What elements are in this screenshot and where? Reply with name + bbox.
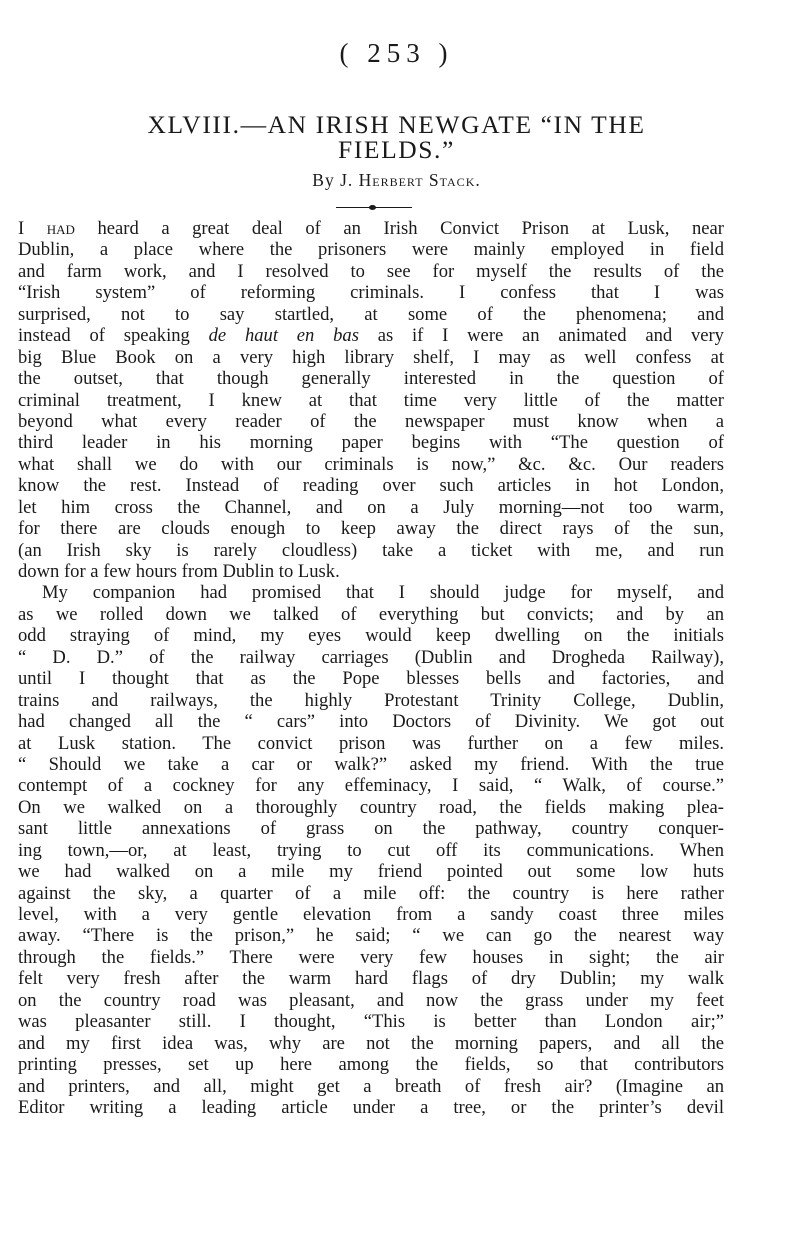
- text-line: and printers, and all, might get a breath of fresh air? (Imagine an: [18, 1075, 724, 1097]
- ornamental-rule: [336, 207, 412, 208]
- title-line-1: XLVIII.—AN IRISH NEWGATE “IN THE: [147, 110, 646, 139]
- text-line: until I thought that as the Pope blesses bells and factories, and: [18, 668, 724, 690]
- text-line: instead of speaking de haut en bas as if I were an animated and very: [18, 325, 724, 347]
- text-line: criminal treatment, I knew at that time very little of the matter: [18, 389, 724, 411]
- text-line: Dublin, a place where the prisoners were mainly employed in field: [18, 239, 724, 261]
- text-line: let him cross the Channel, and on a July morning—not too warm,: [18, 496, 724, 518]
- text-line: “Irish system” of reforming criminals. I confess that I was: [18, 282, 724, 304]
- text-line: the outset, that though generally interested in the question of: [18, 368, 724, 390]
- text-line: and my first idea was, why are not the morning papers, and all the: [18, 1032, 724, 1054]
- text-line: know the rest. Instead of reading over such articles in hot London,: [18, 475, 724, 497]
- text-line: trains and railways, the highly Protestant Trinity College, Dublin,: [18, 689, 724, 711]
- text-line: as we rolled down we talked of everything but convicts; and by an: [18, 603, 724, 625]
- text-line: odd straying of mind, my eyes would keep dwelling on the initials: [18, 625, 724, 647]
- article-body: [18, 218, 724, 1118]
- text-line: and farm work, and I resolved to see for myself the results of the: [18, 260, 724, 282]
- text-line: “ Should we take a car or walk?” asked my friend. With the true: [18, 753, 724, 775]
- text-line: against the sky, a quarter of a mile off: the country is here rather: [18, 882, 724, 904]
- text-line: ing town,—or, at least, trying to cut off its communications. When: [18, 839, 724, 861]
- text-line: sant little annexations of grass on the pathway, country conquer-: [18, 818, 724, 840]
- text-line: On we walked on a thoroughly country road, the fields making plea-: [18, 796, 724, 818]
- page-number: ( 253 ): [339, 38, 454, 68]
- rule-diamond: [369, 205, 376, 210]
- text-line: what shall we do with our criminals is now,” &c. &c. Our readers: [18, 453, 724, 475]
- text-line: My companion had promised that I should judge for myself, and: [42, 582, 724, 604]
- text-line: at Lusk station. The convict prison was further on a few miles.: [18, 732, 724, 754]
- text-line: (an Irish sky is rarely cloudless) take a ticket with me, and run: [18, 539, 724, 561]
- text-line: through the fields.” There were very few houses in sight; the air: [18, 946, 724, 968]
- text-line: surprised, not to say startled, at some of the phenomena; and: [18, 303, 724, 325]
- text-line: beyond what every reader of the newspaper must know when a: [18, 410, 724, 432]
- text-line: Editor writing a leading article under a tree, or the printer’s devil: [18, 1096, 724, 1118]
- text-line: level, with a very gentle elevation from a sandy coast three miles: [18, 904, 724, 925]
- text-line: big Blue Book on a very high library shelf, I may as well confess at: [18, 346, 724, 368]
- text-line: third leader in his morning paper begins with “The question of: [18, 432, 724, 454]
- author-name: Herbert Stack.: [358, 170, 481, 190]
- text-line: contempt of a cockney for any effeminacy, I said, “ Walk, of course.”: [18, 775, 724, 797]
- byline-prefix: By J.: [312, 170, 359, 190]
- italic-phrase: de haut en bas: [208, 325, 359, 347]
- text-line: down for a few hours from Dublin to Lusk.: [18, 561, 340, 582]
- title-line-2: FIELDS.”: [338, 135, 455, 164]
- text-line: was pleasanter still. I thought, “This is better than London air;”: [18, 1011, 724, 1033]
- text-line: on the country road was pleasant, and now the grass under my feet: [18, 989, 724, 1011]
- text-line: for there are clouds enough to keep away the direct rays of the sun,: [18, 518, 724, 540]
- text-line: away. “There is the prison,” he said; “ we can go the nearest way: [18, 925, 724, 947]
- text-line: we had walked on a mile my friend pointed out some low huts: [18, 861, 724, 883]
- text-line: I had heard a great deal of an Irish Convict Prison at Lusk, near: [18, 218, 724, 239]
- byline: [0, 170, 793, 191]
- article-title: [20, 112, 773, 162]
- drop-word: I had: [18, 218, 75, 239]
- text-line: had changed all the “ cars” into Doctors of Divinity. We got out: [18, 711, 724, 733]
- text-line: “ D. D.” of the railway carriages (Dublin and Drogheda Railway),: [18, 646, 724, 668]
- text-line: felt very fresh after the warm hard flags of dry Dublin; my walk: [18, 968, 724, 990]
- text-line: printing presses, set up here among the fields, so that contributors: [18, 1054, 724, 1076]
